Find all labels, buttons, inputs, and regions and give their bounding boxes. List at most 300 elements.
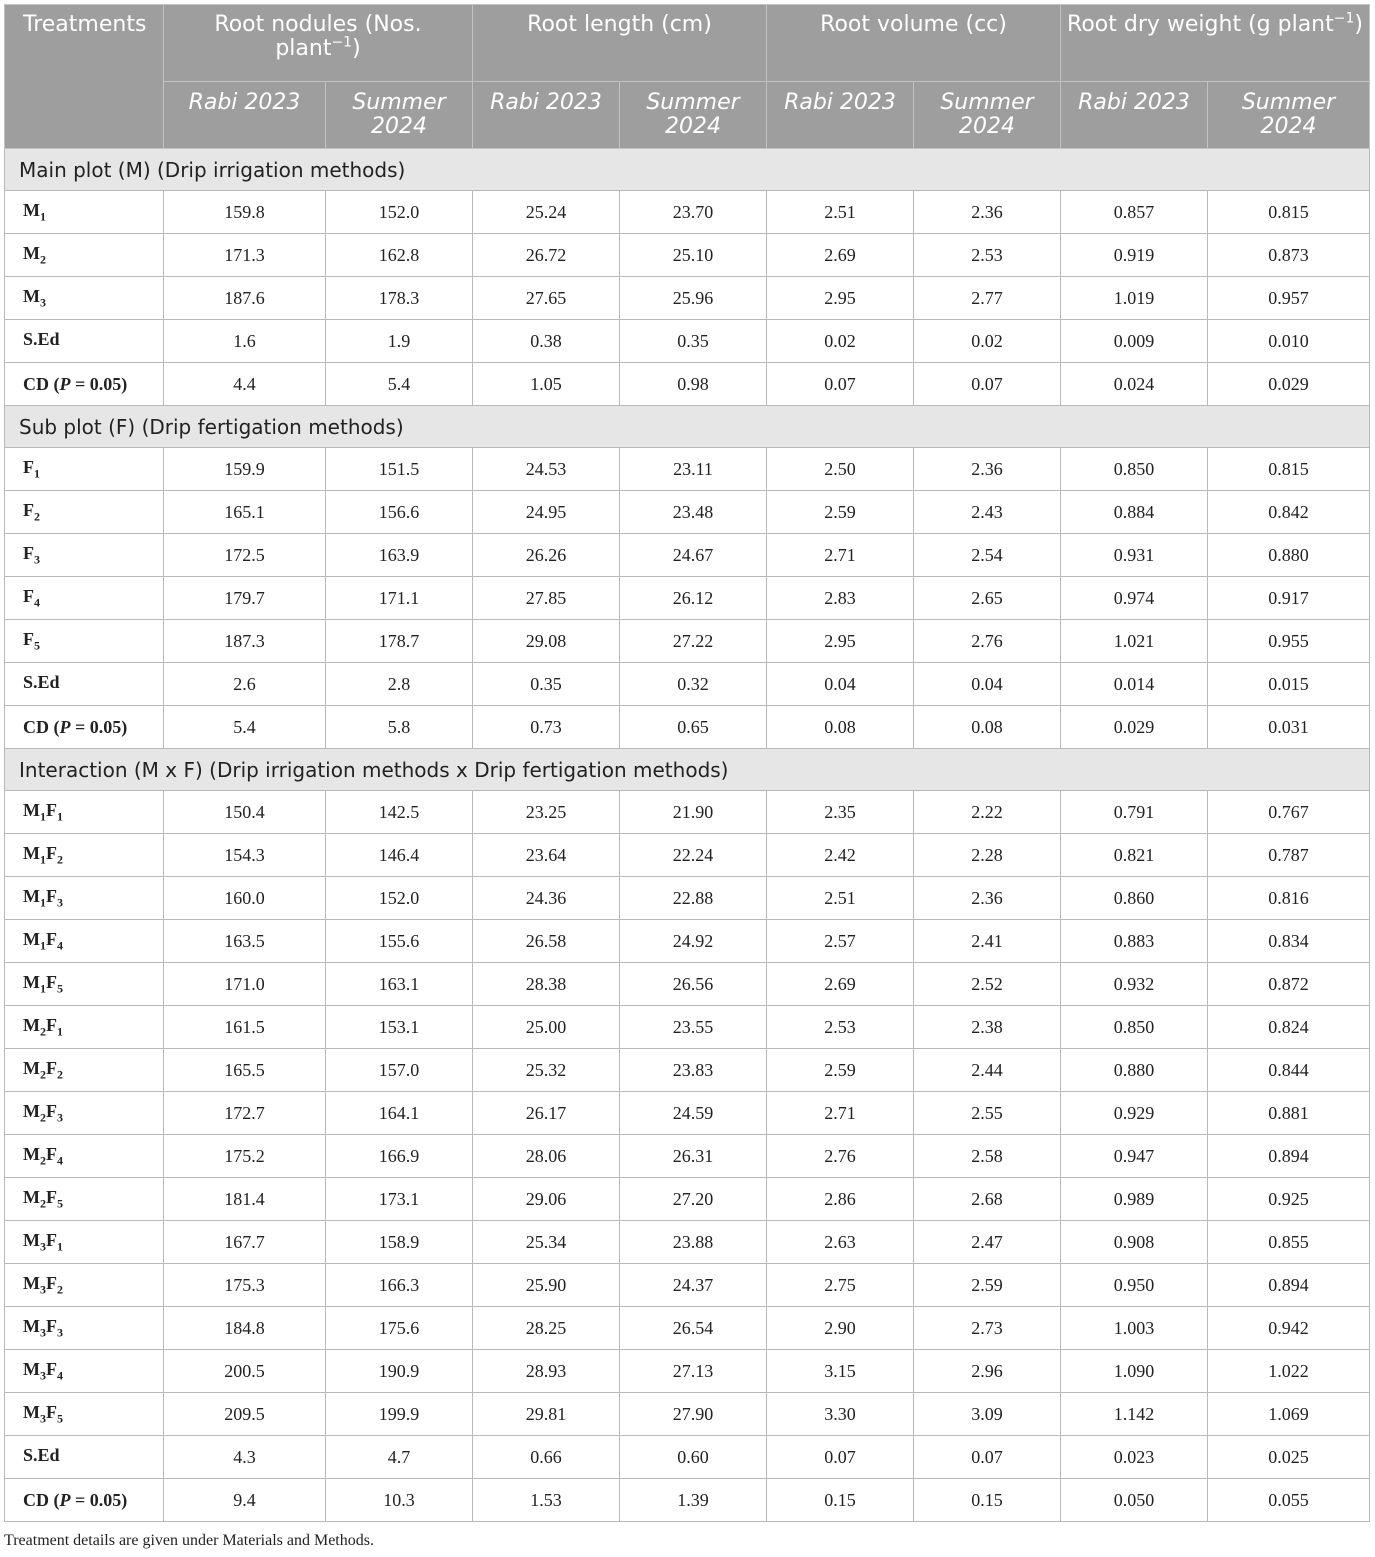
value-cell: 23.70 (620, 191, 767, 234)
value-cell: 0.023 (1061, 1436, 1208, 1479)
value-cell: 1.39 (620, 1479, 767, 1522)
value-cell: 24.53 (473, 448, 620, 491)
value-cell: 2.47 (914, 1221, 1061, 1264)
value-cell: 0.834 (1208, 920, 1370, 963)
label-text: F (23, 456, 34, 477)
value-cell: 2.53 (767, 1006, 914, 1049)
label-text: F (23, 542, 34, 563)
value-cell: 0.65 (620, 706, 767, 749)
value-cell: 25.10 (620, 234, 767, 277)
value-cell: 0.38 (473, 320, 620, 363)
treatment-label (5, 706, 164, 749)
treatment-label (5, 534, 164, 577)
value-cell: 0.894 (1208, 1135, 1370, 1178)
value-cell: 0.881 (1208, 1092, 1370, 1135)
table-row (5, 191, 1370, 234)
value-cell: 172.7 (164, 1092, 326, 1135)
value-cell: 181.4 (164, 1178, 326, 1221)
label-sub: 1 (57, 1024, 63, 1039)
value-cell: 1.090 (1061, 1350, 1208, 1393)
value-cell: 26.12 (620, 577, 767, 620)
value-cell: 27.90 (620, 1393, 767, 1436)
label-text: F (23, 628, 34, 649)
label-sub: 3 (40, 1411, 46, 1426)
table-body (5, 149, 1370, 1522)
value-cell: 2.69 (767, 234, 914, 277)
treatment-label (5, 577, 164, 620)
value-cell: 0.880 (1208, 534, 1370, 577)
label-text: F (46, 928, 57, 949)
value-cell: 0.35 (473, 663, 620, 706)
value-cell: 0.07 (767, 363, 914, 406)
label-text: M (23, 1272, 40, 1293)
value-cell: 2.71 (767, 534, 914, 577)
value-cell: 26.58 (473, 920, 620, 963)
value-cell: 2.52 (914, 963, 1061, 1006)
value-cell: 3.30 (767, 1393, 914, 1436)
value-cell: 0.917 (1208, 577, 1370, 620)
value-cell: 2.95 (767, 277, 914, 320)
treatment-label (5, 320, 164, 363)
treatment-label (5, 234, 164, 277)
label-text: P (59, 373, 71, 394)
value-cell: 2.58 (914, 1135, 1061, 1178)
value-cell: 2.75 (767, 1264, 914, 1307)
table-row (5, 1307, 1370, 1350)
value-cell: 0.767 (1208, 791, 1370, 834)
value-cell: 4.3 (164, 1436, 326, 1479)
label-text: = 0.05) (70, 373, 128, 394)
value-cell: 1.9 (326, 320, 473, 363)
value-cell: 0.942 (1208, 1307, 1370, 1350)
label-text: M (23, 971, 40, 992)
value-cell: 0.855 (1208, 1221, 1370, 1264)
table-footnote: Treatment details are given under Materials and Methods. (4, 1532, 374, 1549)
table-row (5, 920, 1370, 963)
label-text: M (23, 1315, 40, 1336)
value-cell: 2.41 (914, 920, 1061, 963)
value-cell: 0.947 (1061, 1135, 1208, 1178)
value-cell: 2.36 (914, 877, 1061, 920)
value-cell: 0.02 (914, 320, 1061, 363)
season-header: Summer 2024 (914, 82, 1061, 149)
value-cell: 165.5 (164, 1049, 326, 1092)
value-cell: 0.844 (1208, 1049, 1370, 1092)
value-cell: 27.22 (620, 620, 767, 663)
treatment-label (5, 920, 164, 963)
value-cell: 26.72 (473, 234, 620, 277)
label-sub: 3 (57, 895, 63, 910)
label-text: CD ( (23, 1489, 60, 1510)
label-text: CD ( (23, 716, 60, 737)
label-sub: 5 (34, 638, 40, 653)
label-text: F (46, 1315, 57, 1336)
value-cell: 163.9 (326, 534, 473, 577)
label-text: F (23, 585, 34, 606)
label-sub: 2 (40, 1067, 46, 1082)
root-volume-header: Root volume (cc) (767, 5, 1061, 82)
value-cell: 151.5 (326, 448, 473, 491)
label-sub: 2 (40, 1153, 46, 1168)
value-cell: 159.8 (164, 191, 326, 234)
season-header: Summer 2024 (1208, 82, 1370, 149)
value-cell: 25.24 (473, 191, 620, 234)
value-cell: 154.3 (164, 834, 326, 877)
value-cell: 0.931 (1061, 534, 1208, 577)
value-cell: 0.850 (1061, 1006, 1208, 1049)
value-cell: 165.1 (164, 491, 326, 534)
value-cell: 2.59 (914, 1264, 1061, 1307)
table-row (5, 1178, 1370, 1221)
value-cell: 167.7 (164, 1221, 326, 1264)
value-cell: 25.96 (620, 277, 767, 320)
value-cell: 1.53 (473, 1479, 620, 1522)
season-header: Rabi 2023 (164, 82, 326, 149)
table-row (5, 1264, 1370, 1307)
value-cell: 0.955 (1208, 620, 1370, 663)
value-cell: 0.07 (767, 1436, 914, 1479)
value-cell: 1.003 (1061, 1307, 1208, 1350)
value-cell: 0.821 (1061, 834, 1208, 877)
label-text: P (59, 1489, 71, 1510)
label-text: CD ( (23, 373, 60, 394)
table-row (5, 320, 1370, 363)
value-cell: 0.15 (914, 1479, 1061, 1522)
label-sub: 5 (57, 1196, 63, 1211)
label-sub: 3 (40, 1325, 46, 1340)
root-dry-weight-header: Root dry weight (g plant$^{-1}$) (1061, 5, 1370, 82)
label-text: F (46, 885, 57, 906)
treatment-label (5, 448, 164, 491)
value-cell: 5.4 (326, 363, 473, 406)
value-cell: 159.9 (164, 448, 326, 491)
value-cell: 29.81 (473, 1393, 620, 1436)
treatment-label (5, 363, 164, 406)
label-sub: 1 (40, 981, 46, 996)
value-cell: 27.13 (620, 1350, 767, 1393)
value-cell: 200.5 (164, 1350, 326, 1393)
value-cell: 29.06 (473, 1178, 620, 1221)
label-text: F (46, 1401, 57, 1422)
value-cell: 209.5 (164, 1393, 326, 1436)
value-cell: 157.0 (326, 1049, 473, 1092)
value-cell: 0.816 (1208, 877, 1370, 920)
label-text: F (46, 799, 57, 820)
value-cell: 2.83 (767, 577, 914, 620)
label-sub: 1 (40, 852, 46, 867)
label-text: S.Ed (23, 1444, 60, 1465)
value-cell: 22.88 (620, 877, 767, 920)
section-title: Sub plot (F) (Drip fertigation methods) (5, 406, 1370, 448)
value-cell: 184.8 (164, 1307, 326, 1350)
value-cell: 26.54 (620, 1307, 767, 1350)
label-text: M (23, 928, 40, 949)
table-row (5, 877, 1370, 920)
label-text: F (46, 842, 57, 863)
value-cell: 2.69 (767, 963, 914, 1006)
value-cell: 0.025 (1208, 1436, 1370, 1479)
value-cell: 0.860 (1061, 877, 1208, 920)
value-cell: 187.3 (164, 620, 326, 663)
value-cell: 0.815 (1208, 448, 1370, 491)
label-text: P (59, 716, 71, 737)
value-cell: 0.07 (914, 363, 1061, 406)
value-cell: 23.55 (620, 1006, 767, 1049)
label-sub: 4 (57, 1153, 63, 1168)
value-cell: 0.880 (1061, 1049, 1208, 1092)
label-text: M (23, 1100, 40, 1121)
value-cell: 2.95 (767, 620, 914, 663)
value-cell: 2.53 (914, 234, 1061, 277)
value-cell: 0.66 (473, 1436, 620, 1479)
label-text: M (23, 885, 40, 906)
section-title: Main plot (M) (Drip irrigation methods) (5, 149, 1370, 191)
value-cell: 2.22 (914, 791, 1061, 834)
table-row (5, 620, 1370, 663)
value-cell: 0.35 (620, 320, 767, 363)
value-cell: 2.51 (767, 191, 914, 234)
label-sub: 1 (40, 209, 46, 224)
treatment-label (5, 834, 164, 877)
label-sub: 1 (34, 466, 40, 481)
value-cell: 22.24 (620, 834, 767, 877)
value-cell: 190.9 (326, 1350, 473, 1393)
root-length-header: Root length (cm) (473, 5, 767, 82)
value-cell: 0.883 (1061, 920, 1208, 963)
value-cell: 164.1 (326, 1092, 473, 1135)
label-text: F (46, 1272, 57, 1293)
value-cell: 2.57 (767, 920, 914, 963)
value-cell: 0.029 (1208, 363, 1370, 406)
value-cell: 26.26 (473, 534, 620, 577)
value-cell: 0.872 (1208, 963, 1370, 1006)
value-cell: 0.842 (1208, 491, 1370, 534)
treatment-label (5, 663, 164, 706)
table-row (5, 791, 1370, 834)
value-cell: 1.05 (473, 363, 620, 406)
value-cell: 0.08 (914, 706, 1061, 749)
value-cell: 27.65 (473, 277, 620, 320)
value-cell: 0.32 (620, 663, 767, 706)
treatment-label (5, 1221, 164, 1264)
value-cell: 2.44 (914, 1049, 1061, 1092)
value-cell: 171.3 (164, 234, 326, 277)
treatment-label (5, 1436, 164, 1479)
value-cell: 0.824 (1208, 1006, 1370, 1049)
label-sub: 4 (34, 595, 40, 610)
label-text: F (46, 1057, 57, 1078)
value-cell: 2.76 (914, 620, 1061, 663)
label-text: = 0.05) (70, 1489, 128, 1510)
label-sub: 5 (57, 1411, 63, 1426)
value-cell: 0.925 (1208, 1178, 1370, 1221)
value-cell: 21.90 (620, 791, 767, 834)
label-text: F (46, 1143, 57, 1164)
table-row (5, 1221, 1370, 1264)
label-sub: 1 (57, 809, 63, 824)
value-cell: 2.73 (914, 1307, 1061, 1350)
value-cell: 0.932 (1061, 963, 1208, 1006)
table-row (5, 663, 1370, 706)
value-cell: 175.3 (164, 1264, 326, 1307)
value-cell: 163.1 (326, 963, 473, 1006)
value-cell: 161.5 (164, 1006, 326, 1049)
treatment-label (5, 877, 164, 920)
label-text: F (46, 1186, 57, 1207)
value-cell: 5.4 (164, 706, 326, 749)
label-sub: 2 (40, 1196, 46, 1211)
value-cell: 2.28 (914, 834, 1061, 877)
value-cell: 2.36 (914, 448, 1061, 491)
value-cell: 2.35 (767, 791, 914, 834)
value-cell: 0.919 (1061, 234, 1208, 277)
label-text: M (23, 1358, 40, 1379)
table-row (5, 1436, 1370, 1479)
value-cell: 156.6 (326, 491, 473, 534)
value-cell: 178.3 (326, 277, 473, 320)
table-row (5, 1092, 1370, 1135)
value-cell: 0.950 (1061, 1264, 1208, 1307)
label-sub: 1 (40, 809, 46, 824)
value-cell: 0.029 (1061, 706, 1208, 749)
value-cell: 25.00 (473, 1006, 620, 1049)
table-row (5, 1135, 1370, 1178)
value-cell: 173.1 (326, 1178, 473, 1221)
label-sub: 3 (34, 552, 40, 567)
value-cell: 171.0 (164, 963, 326, 1006)
value-cell: 2.76 (767, 1135, 914, 1178)
value-cell: 23.88 (620, 1221, 767, 1264)
section-row (5, 749, 1370, 791)
table-row (5, 1479, 1370, 1522)
value-cell: 28.25 (473, 1307, 620, 1350)
table-row (5, 706, 1370, 749)
table-row (5, 277, 1370, 320)
value-cell: 1.022 (1208, 1350, 1370, 1393)
value-cell: 187.6 (164, 277, 326, 320)
value-cell: 2.68 (914, 1178, 1061, 1221)
value-cell: 0.929 (1061, 1092, 1208, 1135)
value-cell: 0.873 (1208, 234, 1370, 277)
value-cell: 25.90 (473, 1264, 620, 1307)
label-text: M (23, 842, 40, 863)
value-cell: 2.63 (767, 1221, 914, 1264)
data-table (4, 4, 1370, 1522)
value-cell: 3.09 (914, 1393, 1061, 1436)
value-cell: 23.48 (620, 491, 767, 534)
value-cell: 152.0 (326, 877, 473, 920)
season-header: Rabi 2023 (767, 82, 914, 149)
value-cell: 0.850 (1061, 448, 1208, 491)
value-cell: 166.3 (326, 1264, 473, 1307)
treatment-label (5, 1092, 164, 1135)
value-cell: 0.015 (1208, 663, 1370, 706)
label-text: M (23, 1186, 40, 1207)
value-cell: 160.0 (164, 877, 326, 920)
section-title: Interaction (M x F) (Drip irrigation methods x Drip fertigation methods) (5, 749, 1370, 791)
table-row (5, 1006, 1370, 1049)
season-header: Summer 2024 (326, 82, 473, 149)
value-cell: 0.73 (473, 706, 620, 749)
value-cell: 0.024 (1061, 363, 1208, 406)
value-cell: 1.021 (1061, 620, 1208, 663)
value-cell: 175.6 (326, 1307, 473, 1350)
label-sub: 4 (57, 1368, 63, 1383)
value-cell: 27.85 (473, 577, 620, 620)
label-text: F (46, 1100, 57, 1121)
label-text: F (46, 1358, 57, 1379)
value-cell: 0.791 (1061, 791, 1208, 834)
label-text: F (46, 971, 57, 992)
value-cell: 24.36 (473, 877, 620, 920)
value-cell: 0.04 (767, 663, 914, 706)
treatment-label (5, 277, 164, 320)
treatment-label (5, 1393, 164, 1436)
value-cell: 23.64 (473, 834, 620, 877)
value-cell: 0.009 (1061, 320, 1208, 363)
value-cell: 163.5 (164, 920, 326, 963)
treatment-label (5, 1135, 164, 1178)
season-header: Rabi 2023 (1061, 82, 1208, 149)
table-row (5, 491, 1370, 534)
value-cell: 0.884 (1061, 491, 1208, 534)
value-cell: 2.90 (767, 1307, 914, 1350)
treatment-label (5, 1307, 164, 1350)
treatment-label (5, 620, 164, 663)
label-sub: 2 (40, 1024, 46, 1039)
treatments-header: Treatments (5, 5, 164, 149)
value-cell: 155.6 (326, 920, 473, 963)
value-cell: 171.1 (326, 577, 473, 620)
value-cell: 146.4 (326, 834, 473, 877)
value-cell: 24.37 (620, 1264, 767, 1307)
value-cell: 0.07 (914, 1436, 1061, 1479)
section-row (5, 149, 1370, 191)
root-nodules-header: Root nodules (Nos. plant$^{-1}$) (164, 5, 473, 82)
table-row (5, 834, 1370, 877)
value-cell: 2.65 (914, 577, 1061, 620)
value-cell: 0.010 (1208, 320, 1370, 363)
value-cell: 1.6 (164, 320, 326, 363)
value-cell: 0.787 (1208, 834, 1370, 877)
label-sub: 4 (57, 938, 63, 953)
value-cell: 2.59 (767, 491, 914, 534)
table-row (5, 1393, 1370, 1436)
value-cell: 0.957 (1208, 277, 1370, 320)
value-cell: 1.069 (1208, 1393, 1370, 1436)
label-text: M (23, 1229, 40, 1250)
label-sub: 3 (40, 1282, 46, 1297)
label-text: S.Ed (23, 671, 60, 692)
value-cell: 0.974 (1061, 577, 1208, 620)
label-text: M (23, 1014, 40, 1035)
section-row (5, 406, 1370, 448)
label-sub: 1 (57, 1239, 63, 1254)
value-cell: 2.59 (767, 1049, 914, 1092)
treatment-label (5, 191, 164, 234)
label-text: M (23, 242, 40, 263)
value-cell: 0.908 (1061, 1221, 1208, 1264)
value-cell: 23.25 (473, 791, 620, 834)
label-sub: 1 (40, 895, 46, 910)
value-cell: 0.02 (767, 320, 914, 363)
value-cell: 9.4 (164, 1479, 326, 1522)
label-sub: 2 (57, 852, 63, 867)
value-cell: 23.11 (620, 448, 767, 491)
value-cell: 24.95 (473, 491, 620, 534)
treatment-label (5, 1006, 164, 1049)
treatment-label (5, 963, 164, 1006)
